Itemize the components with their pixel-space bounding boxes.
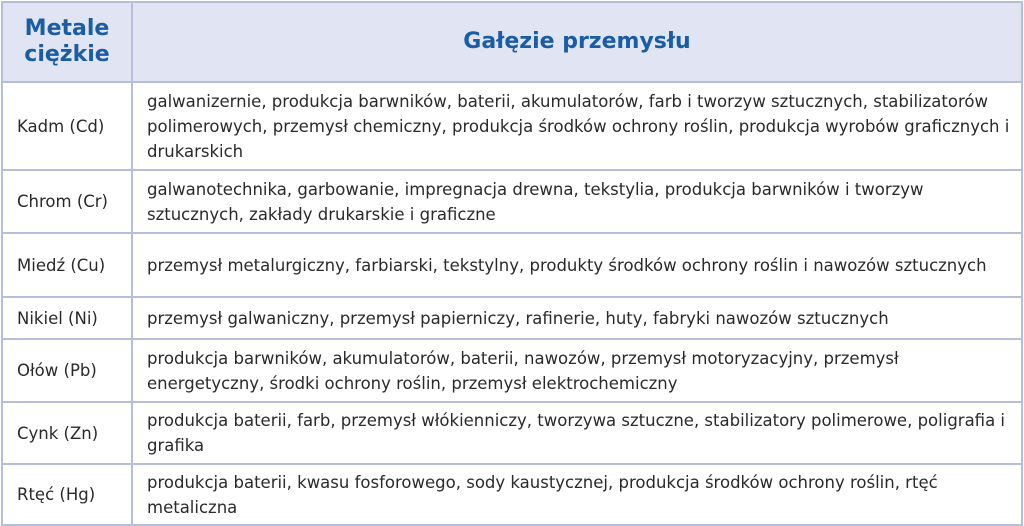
industries-cell: produkcja baterii, farb, przemysł włókienniczy, tworzywa sztuczne, stabilizatory polimerowe, poligrafia i grafika	[132, 402, 1022, 464]
table-row	[2, 464, 1022, 525]
header-metals: Metale ciężkie	[2, 2, 132, 82]
table-row	[2, 82, 1022, 170]
table-row	[2, 402, 1022, 464]
metal-cell: Kadm (Cd)	[2, 82, 132, 170]
metal-cell: Miedź (Cu)	[2, 233, 132, 297]
table-row	[2, 297, 1022, 339]
metal-cell: Ołów (Pb)	[2, 339, 132, 402]
metal-cell: Cynk (Zn)	[2, 402, 132, 464]
table-row	[2, 233, 1022, 297]
industries-cell: przemysł metalurgiczny, farbiarski, tekstylny, produkty środków ochrony roślin i nawozów sztucznych	[132, 233, 1022, 297]
industries-cell: produkcja baterii, kwasu fosforowego, sody kaustycznej, produkcja środków ochrony roślin, rtęć metaliczna	[132, 464, 1022, 525]
industries-cell: galwanizernie, produkcja barwników, baterii, akumulatorów, farb i tworzyw sztucznych, stabilizatorów polimerowych, przemysł chemiczny, produkcja środków ochrony roślin, produkcja wyrobów graficznych i drukarskich	[132, 82, 1022, 170]
metal-cell: Rtęć (Hg)	[2, 464, 132, 525]
header-industries: Gałęzie przemysłu	[132, 2, 1022, 82]
industries-cell: przemysł galwaniczny, przemysł papierniczy, rafinerie, huty, fabryki nawozów sztucznych	[132, 297, 1022, 339]
industries-cell: galwanotechnika, garbowanie, impregnacja drewna, tekstylia, produkcja barwników i tworzyw sztucznych, zakłady drukarskie i graficzne	[132, 170, 1022, 233]
industries-cell: produkcja barwników, akumulatorów, baterii, nawozów, przemysł motoryzacyjny, przemysł energetyczny, środki ochrony roślin, przemysł elektrochemiczny	[132, 339, 1022, 402]
table-header	[2, 2, 1022, 82]
heavy-metals-table	[1, 1, 1023, 526]
metal-cell: Nikiel (Ni)	[2, 297, 132, 339]
metal-cell: Chrom (Cr)	[2, 170, 132, 233]
table-row	[2, 170, 1022, 233]
table-row	[2, 339, 1022, 402]
